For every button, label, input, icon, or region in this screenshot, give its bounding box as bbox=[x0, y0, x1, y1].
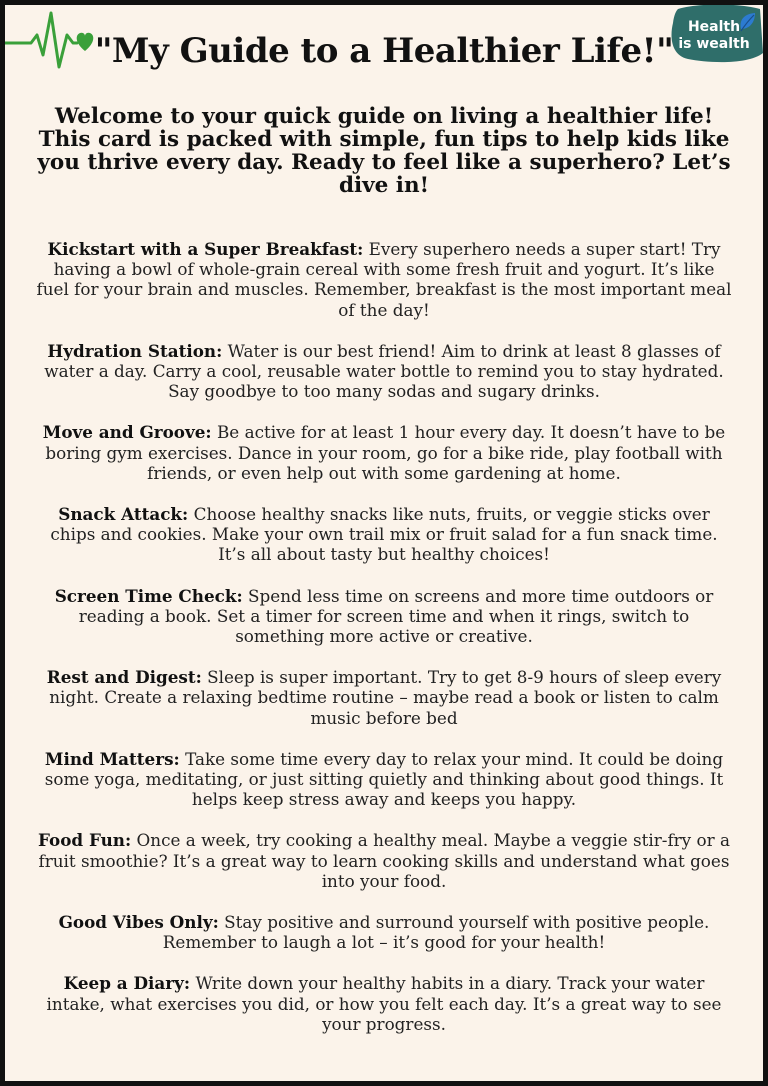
tip-text: Every superhero needs a super start! Try having a bowl of whole-grain cereal with some fresh fruit and yogurt. It’s like fuel for your brain and muscles. Remember, breakfast is the most important meal of the day! bbox=[36, 239, 732, 320]
tip-item bbox=[35, 504, 733, 565]
intro-paragraph: Welcome to your quick guide on living a healthier life! This card is packed with simple, fun tips to help kids like you thrive every day. Ready to feel like a superhero? Let’s dive in! bbox=[37, 104, 731, 198]
guide-card bbox=[5, 5, 763, 1081]
tip-item bbox=[35, 973, 733, 1034]
tip-text: Water is our best friend! Aim to drink at least 8 glasses of water a day. Carry a cool, reusable water bottle to remind you to stay hydrated. Say goodbye to too many sodas and sugary drinks. bbox=[44, 340, 724, 402]
tip-item bbox=[35, 912, 733, 952]
tip-text: Once a week, try cooking a healthy meal. Maybe a veggie stir-fry or a fruit smoothie? It’s a great way to learn cooking skills and understand what goes into your food. bbox=[38, 830, 730, 891]
tip-item bbox=[35, 749, 733, 810]
tip-title: Kickstart with a Super Breakfast: bbox=[47, 239, 364, 259]
tip-title: Keep a Diary: bbox=[63, 973, 191, 994]
badge-line-1: Health bbox=[687, 19, 741, 35]
tip-title: Move and Groove: bbox=[42, 422, 212, 443]
tip-text: Spend less time on screens and more time outdoors or reading a book. Set a timer for screen time and when it rings, switch to something more active or creative. bbox=[78, 585, 714, 647]
tip-title: Mind Matters: bbox=[44, 748, 180, 769]
tip-text: Be active for at least 1 hour every day. It doesn’t have to be boring gym exercises. Dance in your room, go for a bike ride, play football with friends, or even help out with some gardening at home. bbox=[45, 422, 726, 483]
tip-text: Write down your healthy habits in a diary. Track your water intake, what exercises you did, or how you felt each day. It’s a great way to see your progress. bbox=[46, 973, 722, 1034]
tip-title: Snack Attack: bbox=[58, 504, 189, 525]
tip-text: Sleep is super important. Try to get 8-9 hours of sleep every night. Create a relaxing bedtime routine – maybe read a book or listen to calm music before bed bbox=[49, 667, 722, 728]
badge-line-2: is wealth bbox=[678, 36, 750, 52]
tip-item bbox=[35, 239, 733, 320]
tip-text: Choose healthy snacks like nuts, fruits, or veggie sticks over chips and cookies. Make your own trail mix or fruit salad for a fun snack time. It’s all about tasty but healthy choices! bbox=[50, 504, 718, 565]
tip-item bbox=[35, 422, 733, 483]
tip-title: Rest and Digest: bbox=[46, 667, 202, 688]
tip-item bbox=[35, 830, 733, 891]
tip-item bbox=[35, 667, 733, 728]
tip-item bbox=[35, 586, 733, 647]
tips-list bbox=[35, 239, 733, 1055]
tip-text: Take some time every day to relax your mind. It could be doing some yoga, meditating, or just sitting quietly and thinking about good things. It helps keep stress away and keeps you happy. bbox=[44, 748, 724, 810]
page-title: "My Guide to a Healthier Life!" bbox=[94, 31, 674, 71]
tip-title: Good Vibes Only: bbox=[58, 912, 219, 933]
tip-title: Screen Time Check: bbox=[54, 585, 243, 606]
tip-item bbox=[35, 341, 733, 402]
tip-title: Food Fun: bbox=[38, 830, 132, 851]
tip-title: Hydration Station: bbox=[47, 340, 223, 361]
tip-text: Stay positive and surround yourself with positive people. Remember to laugh a lot – it’s good for your health! bbox=[162, 912, 710, 953]
